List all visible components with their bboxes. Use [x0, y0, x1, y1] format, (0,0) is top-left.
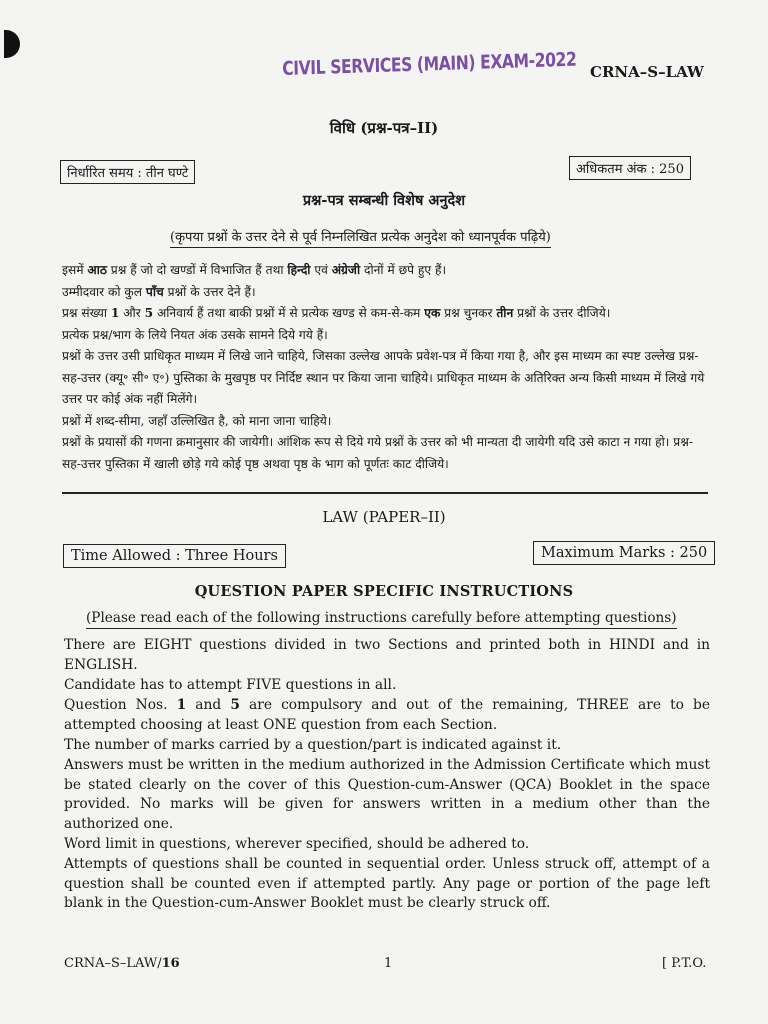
- hindi-instructions-subheading: (कृपया प्रश्नों के उत्तर देने से पूर्व निम्नलिखित प्रत्येक अनुदेश को ध्यानपूर्वक पढ़िये): [170, 227, 551, 248]
- hindi-instruction-5: प्रश्नों के उत्तर उसी प्राधिकृत माध्यम में लिखे जाने चाहिये, जिसका उल्लेख आपके प्रवेश-पत्र में किया गया है, और इस माध्यम का स्पष्ट उल्लेख प्रश्न-सह-उत्तर (क्यू॰ सी॰ ए॰) पुस्तिका के मुखपृष्ठ पर निर्दिष्ट स्थान पर किया जाना चाहिये। प्राधिकृत माध्यम के अतिरिक्त अन्य किसी माध्यम में लिखे गये उत्तर पर कोई अंक नहीं मिलेंगे।: [62, 349, 705, 406]
- english-paper-title: LAW (PAPER–II): [322, 508, 446, 526]
- footer-pto: [ P.T.O.: [662, 956, 707, 971]
- hindi-instruction-1: इसमें आठ प्रश्न हैं जो दो खण्डों में विभाजित हैं तथा हिन्दी एवं अंग्रेजी दोनों में छपे हुए हैं।: [62, 263, 447, 277]
- hindi-instructions-heading: प्रश्न-पत्र सम्बन्धी विशेष अनुदेश: [302, 192, 466, 209]
- english-instruction-3: Question Nos. 1 and 5 are compulsory and out of the remaining, THREE are to be attempted choosing at least ONE question from each Section.: [64, 696, 711, 733]
- english-instruction-4: The number of marks carried by a question/part is indicated against it.: [64, 736, 562, 753]
- english-instructions-subheading: (Please read each of the following instructions carefully before attempting questions): [86, 610, 677, 629]
- english-instruction-7: Attempts of questions shall be counted in sequential order. Unless struck off, attempt of a question shall be counted even if attempted partly. Any page or portion of the page left blank in the Question-cum-Answer Booklet must be clearly struck off.: [64, 856, 710, 912]
- english-marks-box: Maximum Marks : 250: [533, 541, 715, 565]
- exam-stamp: CIVIL SERVICES (MAIN) EXAM-2022: [282, 48, 577, 80]
- hindi-marks-box: अधिकतम अंक : 250: [569, 156, 691, 180]
- hindi-instruction-2: उम्मीदवार को कुल पाँच प्रश्नों के उत्तर देने हैं।: [62, 284, 256, 299]
- hindi-instruction-3: प्रश्न संख्या 1 और 5 अनिवार्य हैं तथा बाकी प्रश्नों में से प्रत्येक खण्ड से कम-से-कम एक प्रश्न चुनकर तीन प्रश्नों के उत्तर दीजिये।: [62, 306, 611, 320]
- footer-page-number: 1: [384, 956, 393, 971]
- hindi-paper-title: विधि (प्रश्न-पत्र–II): [329, 119, 439, 137]
- english-instruction-6: Word limit in questions, wherever specified, should be adhered to.: [64, 835, 530, 852]
- hindi-instructions-list: [62, 260, 710, 475]
- hindi-instruction-7: प्रश्नों के प्रयासों की गणना क्रमानुसार की जायेगी। आंशिक रूप से दिये गये प्रश्नों के उत्तर को भी मान्यता दी जायेगी यदि उसे काटा न गया हो। प्रश्न-सह-उत्तर पुस्तिका में खाली छोड़े गये कोई पृष्ठ अथवा पृष्ठ के भाग को पूर्णतः काट दीजिये।: [62, 435, 693, 471]
- hindi-time-box: निर्धारित समय : तीन घण्टे: [60, 160, 195, 184]
- section-divider: [62, 492, 708, 494]
- english-instructions-list: [64, 636, 710, 914]
- english-time-box: Time Allowed : Three Hours: [63, 544, 286, 568]
- footer-paper-code: CRNA–S–LAW/16: [64, 956, 180, 971]
- english-instruction-1: There are EIGHT questions divided in two Sections and printed both in HINDI and in ENGLISH.: [64, 637, 710, 673]
- english-instructions-heading: QUESTION PAPER SPECIFIC INSTRUCTIONS: [194, 583, 574, 600]
- english-instruction-5: Answers must be written in the medium authorized in the Admission Certificate which must be stated clearly on the cover of this Question-cum-Answer (QCA) Booklet in the space provided. No marks will be given for answers written in a medium other than the authorized one.: [64, 756, 710, 832]
- hindi-instruction-4: प्रत्येक प्रश्न/भाग के लिये नियत अंक उसके सामने दिये गये हैं।: [62, 327, 328, 342]
- hindi-instruction-6: प्रश्नों में शब्द-सीमा, जहाँ उल्लिखित है, को माना जाना चाहिये।: [62, 413, 332, 428]
- paper-code: CRNA–S–LAW: [590, 63, 704, 81]
- english-instruction-2: Candidate has to attempt FIVE questions in all.: [64, 676, 397, 693]
- scan-edge-mark: [4, 30, 20, 58]
